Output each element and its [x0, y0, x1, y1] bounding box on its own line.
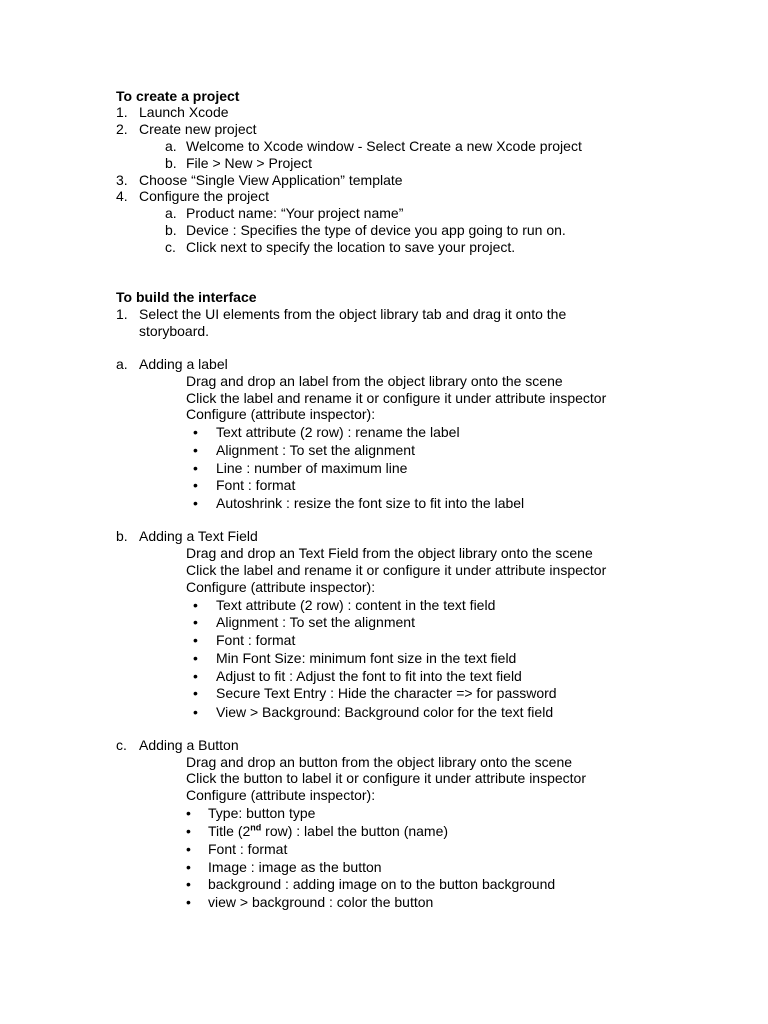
- bullet-icon: •: [193, 704, 198, 720]
- bullet-text: view > background : color the button: [208, 894, 434, 910]
- list-text: Configure the project: [139, 188, 269, 204]
- bullet-icon: •: [193, 597, 198, 613]
- bullet-text: Line : number of maximum line: [216, 460, 408, 476]
- bullet-text: [208, 823, 448, 840]
- bullet-icon: •: [186, 859, 191, 875]
- list-text: Choose “Single View Application” template: [139, 172, 403, 188]
- bullet-icon: •: [193, 685, 198, 701]
- bullet-text: background : adding image on to the button background: [208, 876, 556, 892]
- bullet-text: Alignment : To set the alignment: [216, 614, 415, 630]
- bullet-text: Adjust to fit : Adjust the font to fit into the text field: [216, 668, 522, 684]
- bullet-text: Secure Text Entry : Hide the character => for password: [216, 685, 557, 701]
- bullet-text: Alignment : To set the alignment: [216, 442, 415, 458]
- list-marker: 4.: [116, 188, 128, 204]
- list-text: Device : Specifies the type of device you app going to run on.: [186, 222, 566, 238]
- list-text: Click the label and rename it or configure it under attribute inspector: [186, 390, 607, 406]
- bullet-text: Text attribute (2 row) : content in the text field: [216, 597, 496, 613]
- bullet-icon: •: [193, 442, 198, 458]
- list-marker: c.: [165, 239, 176, 255]
- bullet-icon: •: [186, 894, 191, 910]
- bullet-text: Image : image as the button: [208, 859, 382, 875]
- list-text: Welcome to Xcode window - Select Create a new Xcode project: [186, 138, 582, 154]
- list-text: Configure (attribute inspector):: [186, 406, 376, 422]
- bullet-text: Text attribute (2 row) : rename the label: [216, 424, 460, 440]
- bullet-icon: •: [186, 841, 191, 857]
- list-text: Click the label and rename it or configure it under attribute inspector: [186, 562, 607, 578]
- bullet-icon: •: [193, 495, 198, 511]
- bullet-text: View > Background: Background color for the text field: [216, 704, 554, 720]
- list-text: Configure (attribute inspector):: [186, 787, 376, 803]
- section-heading-build-interface: To build the interface: [116, 289, 257, 305]
- list-marker: a.: [165, 205, 177, 221]
- list-marker: 2.: [116, 121, 128, 137]
- bullet-icon: •: [193, 668, 198, 684]
- list-text: File > New > Project: [186, 155, 313, 171]
- bullet-icon: •: [193, 424, 198, 440]
- list-marker: a.: [165, 138, 177, 154]
- list-text: Drag and drop an button from the object library onto the scene: [186, 754, 573, 770]
- bullet-text: Font : format: [216, 477, 296, 493]
- list-text: Drag and drop an Text Field from the object library onto the scene: [186, 545, 593, 561]
- list-text: Create new project: [139, 121, 257, 137]
- bullet-icon: •: [186, 823, 191, 839]
- bullet-icon: •: [193, 632, 198, 648]
- list-marker: b.: [116, 528, 128, 544]
- bullet-text: Font : format: [216, 632, 296, 648]
- section-heading-create-project: To create a project: [116, 88, 240, 104]
- bullet-text: Autoshrink : resize the font size to fit into the label: [216, 495, 525, 511]
- list-marker: b.: [165, 155, 177, 171]
- subsection-title-text: Adding a Text Field: [139, 528, 258, 544]
- superscript: nd: [250, 822, 262, 833]
- list-marker: c.: [116, 737, 127, 753]
- bullet-icon: •: [186, 876, 191, 892]
- bullet-text: Font : format: [208, 841, 288, 857]
- list-text: Select the UI elements from the object library tab and drag it onto the: [139, 306, 567, 322]
- bullet-icon: •: [186, 805, 191, 821]
- subsection-title-text: Adding a Button: [139, 737, 239, 753]
- list-text: Drag and drop an label from the object library onto the scene: [186, 373, 563, 389]
- bullet-icon: •: [193, 477, 198, 493]
- bullet-icon: •: [193, 614, 198, 630]
- list-text: Configure (attribute inspector):: [186, 579, 376, 595]
- bullet-text: Type: button type: [208, 805, 316, 821]
- list-text: Product name: “Your project name”: [186, 205, 404, 221]
- bullet-text-end: row) : label the button (name): [261, 823, 449, 839]
- list-text: Click the button to label it or configure it under attribute inspector: [186, 770, 586, 786]
- list-marker: b.: [165, 222, 177, 238]
- bullet-text: Min Font Size: minimum font size in the text field: [216, 650, 517, 666]
- bullet-text-start: Title (2: [208, 823, 251, 839]
- list-text-continued: storyboard.: [139, 323, 210, 339]
- list-text: Launch Xcode: [139, 104, 229, 120]
- list-text: Click next to specify the location to save your project.: [186, 239, 516, 255]
- bullet-icon: •: [193, 460, 198, 476]
- subsection-title-text: Adding a label: [139, 356, 228, 372]
- list-marker: 1.: [116, 306, 128, 322]
- bullet-icon: •: [193, 650, 198, 666]
- list-marker: 3.: [116, 172, 128, 188]
- list-marker: 1.: [116, 104, 128, 120]
- list-marker: a.: [116, 356, 128, 372]
